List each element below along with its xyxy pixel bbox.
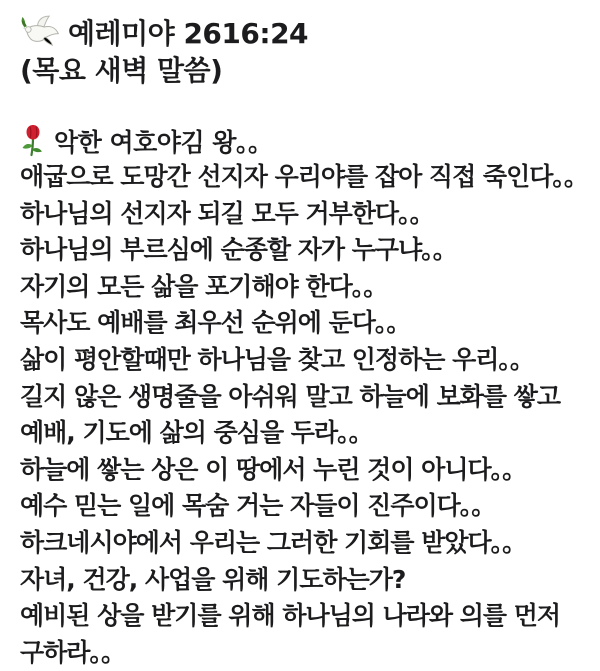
message-line: 하나님의 선지자 되길 모두 거부한다｡｡ xyxy=(20,198,422,228)
page-subtitle: (목요 새벽 말씀) xyxy=(20,54,223,87)
message-line: 목사도 예배를 최우선 순위에 둔다｡｡ xyxy=(20,308,398,338)
message-line: 삶이 평안할때만 하나님을 찾고 인정하는 우리｡｡ xyxy=(20,344,522,374)
message-line: 하나님의 부르심에 순종할 자가 누구냐｡｡ xyxy=(20,235,445,265)
message-line xyxy=(20,122,586,159)
message-line: 예수 믿는 일에 목숨 거는 자들이 진주이다｡｡ xyxy=(20,491,483,521)
message-line: 예배, 기도에 삶의 중심을 두라｡｡ xyxy=(20,418,361,448)
rose-icon xyxy=(20,124,46,158)
blank-line xyxy=(20,90,586,122)
message-line: 구하라｡｡ xyxy=(20,637,113,667)
message-line: 애굽으로 도망간 선지자 우리야를 잡아 직접 죽인다｡｡ xyxy=(20,162,576,191)
message-line: 하크네시야에서 우리는 그러한 기회를 받았다｡｡ xyxy=(20,527,514,557)
dove-icon xyxy=(20,14,60,50)
message-line-text: 악한 여호야김 왕｡｡ xyxy=(54,127,260,157)
message-line: 하늘에 쌓는 상은 이 땅에서 누린 것이 아니다｡｡ xyxy=(20,454,514,484)
title-line xyxy=(20,12,586,52)
message-line: 길지 않은 생명줄을 아쉬워 말고 하늘에 보화를 쌓고 xyxy=(20,381,561,411)
page-title: 예레미야 2616:24 xyxy=(68,17,309,50)
message-line: 예비된 상을 받기를 위해 하나님의 나라와 의를 먼저 xyxy=(20,601,561,631)
message-line: 자녀, 건강, 사업을 위해 기도하는가? xyxy=(20,564,406,594)
message-line: 자기의 모든 삶을 포기해야 한다｡｡ xyxy=(20,271,375,301)
